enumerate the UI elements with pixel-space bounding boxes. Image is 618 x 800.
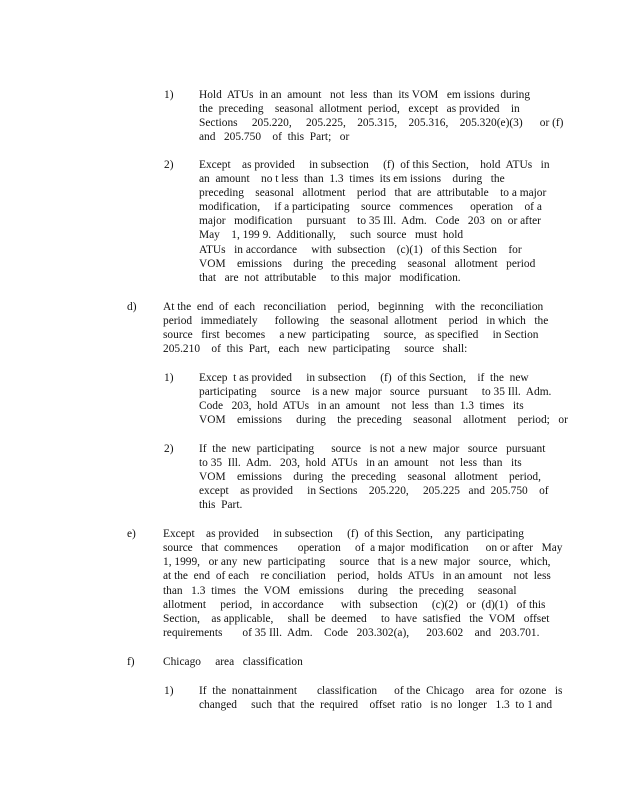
text-line: VOM emissions during the preceding seasonal allotment period; or [199, 414, 568, 426]
text-line: and 205.750 of this Part; or [199, 131, 350, 143]
text-line: May 1, 199 9. Additionally, such source must hold [199, 229, 464, 241]
text-line: major modification pursuant to 35 Ill. Adm. Code 203 on or after [199, 215, 541, 227]
text-line: allotment period, in accordance with subsection (c)(2) or (d)(1) of this [163, 599, 546, 611]
text-line: period immediately following the seasonal allotment period in which the [163, 315, 549, 327]
item-label: e) [127, 528, 136, 540]
text-line: Hold ATUs in an amount not less than its VOM em issions during [199, 89, 531, 101]
text-line: an amount no t less than 1.3 times its em issions during the [199, 173, 505, 185]
text-line: Chicago area classification [163, 656, 303, 668]
text-line: this Part. [199, 499, 243, 511]
text-line: Except as provided in subsection (f) of this Section, any participating [163, 528, 524, 540]
text-line: changed such that the required offset ratio is no longer 1.3 to 1 and [199, 699, 553, 711]
text-line: VOM emissions during the preceding seasonal allotment period [199, 258, 536, 270]
text-line: preceding seasonal allotment period that are attributable to a major [199, 187, 547, 199]
item-label: 1) [164, 685, 174, 697]
text-line: 205.210 of this Part, each new participating source shall: [163, 343, 468, 355]
text-line: source first becomes a new participating source, as specified in Section [163, 329, 539, 341]
item-label: 1) [164, 89, 174, 101]
text-line: Sections 205.220, 205.225, 205.315, 205.316, 205.320(e)(3) or (f) [199, 117, 564, 129]
text-line: the preceding seasonal allotment period, except as provided in [199, 103, 520, 115]
text-line: to 35 Ill. Adm. 203, hold ATUs in an amount not less than its [199, 457, 522, 469]
item-label: 2) [164, 443, 174, 455]
item-label: d) [127, 301, 137, 313]
text-line: at the end of each re conciliation period, holds ATUs in an amount not less [163, 570, 551, 582]
text-line: Except as provided in subsection (f) of this Section, hold ATUs in [199, 159, 550, 171]
item-label: f) [127, 656, 135, 668]
text-line: ATUs in accordance with subsection (c)(1) of this Section for [199, 244, 522, 256]
text-line: except as provided in Sections 205.220, 205.225 and 205.750 of [199, 485, 549, 497]
text-line: Section, as applicable, shall be deemed to have satisfied the VOM offset [163, 613, 550, 625]
item-label: 2) [164, 159, 174, 171]
text-line: If the new participating source is not a new major source pursuant [199, 443, 546, 455]
text-line: Code 203, hold ATUs in an amount not less than 1.3 times its [199, 400, 524, 412]
text-line: Excep t as provided in subsection (f) of this Section, if the new [199, 372, 529, 384]
text-line: requirements of 35 Ill. Adm. Code 203.302(a), 203.602 and 203.701. [163, 627, 540, 639]
text-line: than 1.3 times the VOM emissions during the preceding seasonal [163, 585, 517, 597]
text-line: participating source is a new major source pursuant to 35 Ill. Adm. [199, 386, 552, 398]
text-line: source that commences operation of a major modification on or after May [163, 542, 563, 554]
text-line: that are not attributable to this major modification. [199, 272, 461, 284]
text-line: modification, if a participating source commences operation of a [199, 201, 542, 213]
text-line: 1, 1999, or any new participating source that is a new major source, which, [163, 556, 551, 568]
text-line: VOM emissions during the preceding seasonal allotment period, [199, 471, 541, 483]
text-line: If the nonattainment classification of the Chicago area for ozone is [199, 685, 563, 697]
text-line: At the end of each reconciliation period, beginning with the reconciliation [163, 301, 544, 313]
item-label: 1) [164, 372, 174, 384]
